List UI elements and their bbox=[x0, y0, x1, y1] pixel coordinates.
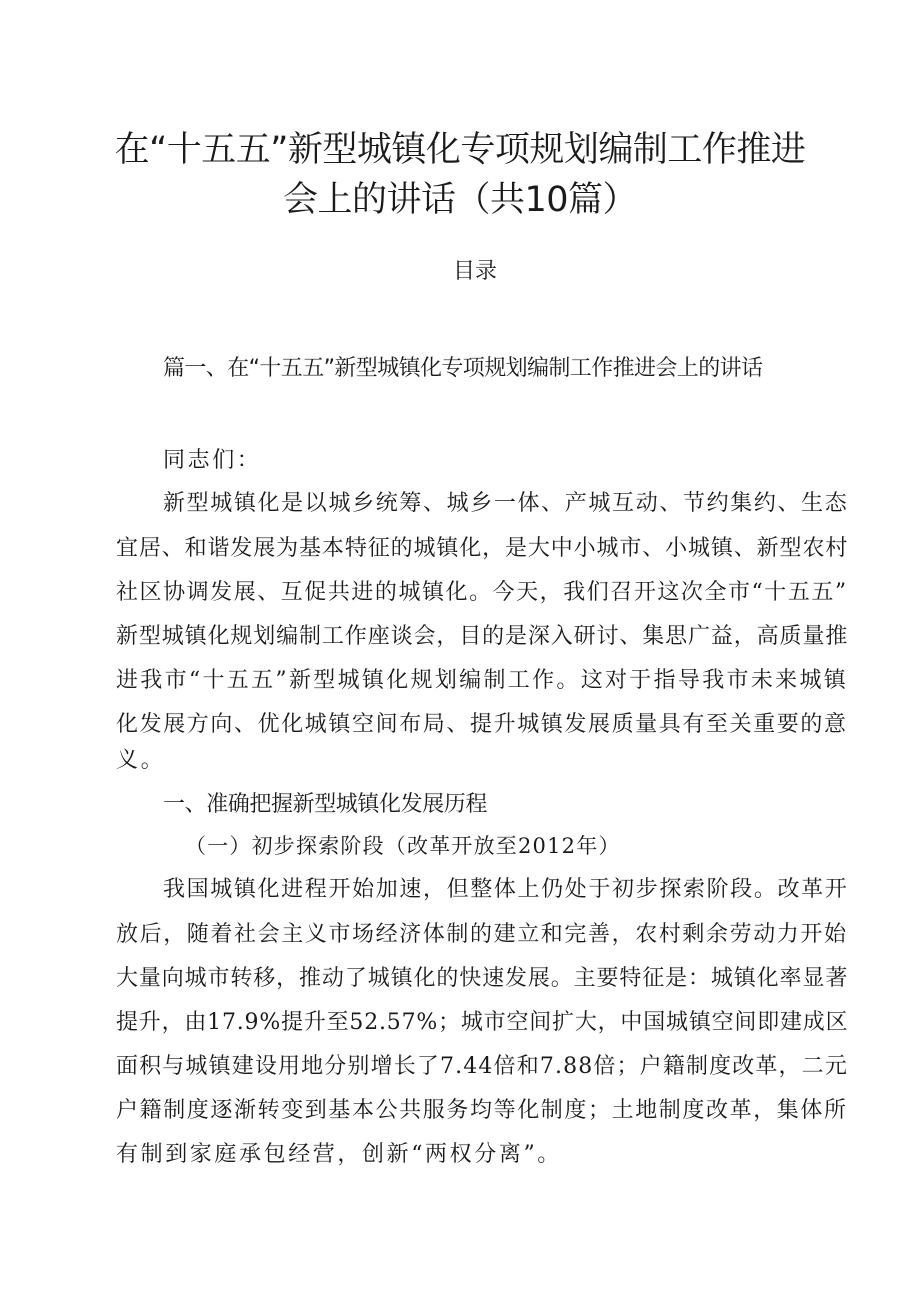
paragraph-line: 提升，由17.9%提升至52.57%；城市空间扩大，中国城镇空间即建成区 bbox=[116, 1010, 849, 1035]
subsection-heading-1: （一）初步探索阶段（改革开放至2012年） bbox=[185, 834, 621, 858]
paragraph-line: 宜居、和谐发展为基本特征的城镇化，是大中小城市、小城镇、新型农村 bbox=[116, 536, 849, 561]
paragraph-line: 进我市“十五五”新型城镇化规划编制工作。这对于指导我市未来城镇 bbox=[116, 668, 849, 693]
paragraph-line: 义。 bbox=[116, 748, 166, 773]
paragraph-line: 新型城镇化规划编制工作座谈会，目的是深入研讨、集思广益，高质量推 bbox=[116, 624, 849, 649]
paragraph-line: 有制到家庭承包经营，创新“两权分离”。 bbox=[116, 1142, 562, 1167]
paragraph-line: 面积与城镇建设用地分别增长了7.44倍和7.88倍；户籍制度改革，二元 bbox=[116, 1054, 848, 1079]
paragraph-line: 大量向城市转移，推动了城镇化的快速发展。主要特征是：城镇化率显著 bbox=[116, 966, 849, 991]
paragraph-line: 社区协调发展、互促共进的城镇化。今天，我们召开这次全市“十五五” bbox=[116, 580, 848, 605]
paragraph-line: 放后，随着社会主义市场经济体制的建立和完善，农村剩余劳动力开始 bbox=[116, 922, 848, 947]
section-heading-1: 一、准确把握新型城镇化发展历程 bbox=[163, 792, 488, 817]
paragraph-line: 新型城镇化是以城乡统筹、城乡一体、产城互动、节约集约、生态 bbox=[163, 491, 849, 516]
toc-item-1: 篇一、在“十五五”新型城镇化专项规划编制工作推进会上的讲话 bbox=[163, 356, 763, 381]
paragraph-line: 户籍制度逐渐转变到基本公共服务均等化制度；土地制度改革，集体所 bbox=[116, 1098, 848, 1123]
paragraph-line: 化发展方向、优化城镇空间布局、提升城镇发展质量具有至关重要的意 bbox=[116, 712, 848, 737]
document-title-line-1: 在“十五五”新型城镇化专项规划编制工作推进 bbox=[114, 130, 806, 170]
toc-heading: 目录 bbox=[452, 259, 497, 284]
salutation: 同志们： bbox=[163, 448, 262, 473]
document-title-line-2: 会上的讲话（共10篇） bbox=[282, 180, 638, 220]
paragraph-line: 我国城镇化进程开始加速，但整体上仍处于初步探索阶段。改革开 bbox=[163, 877, 849, 902]
